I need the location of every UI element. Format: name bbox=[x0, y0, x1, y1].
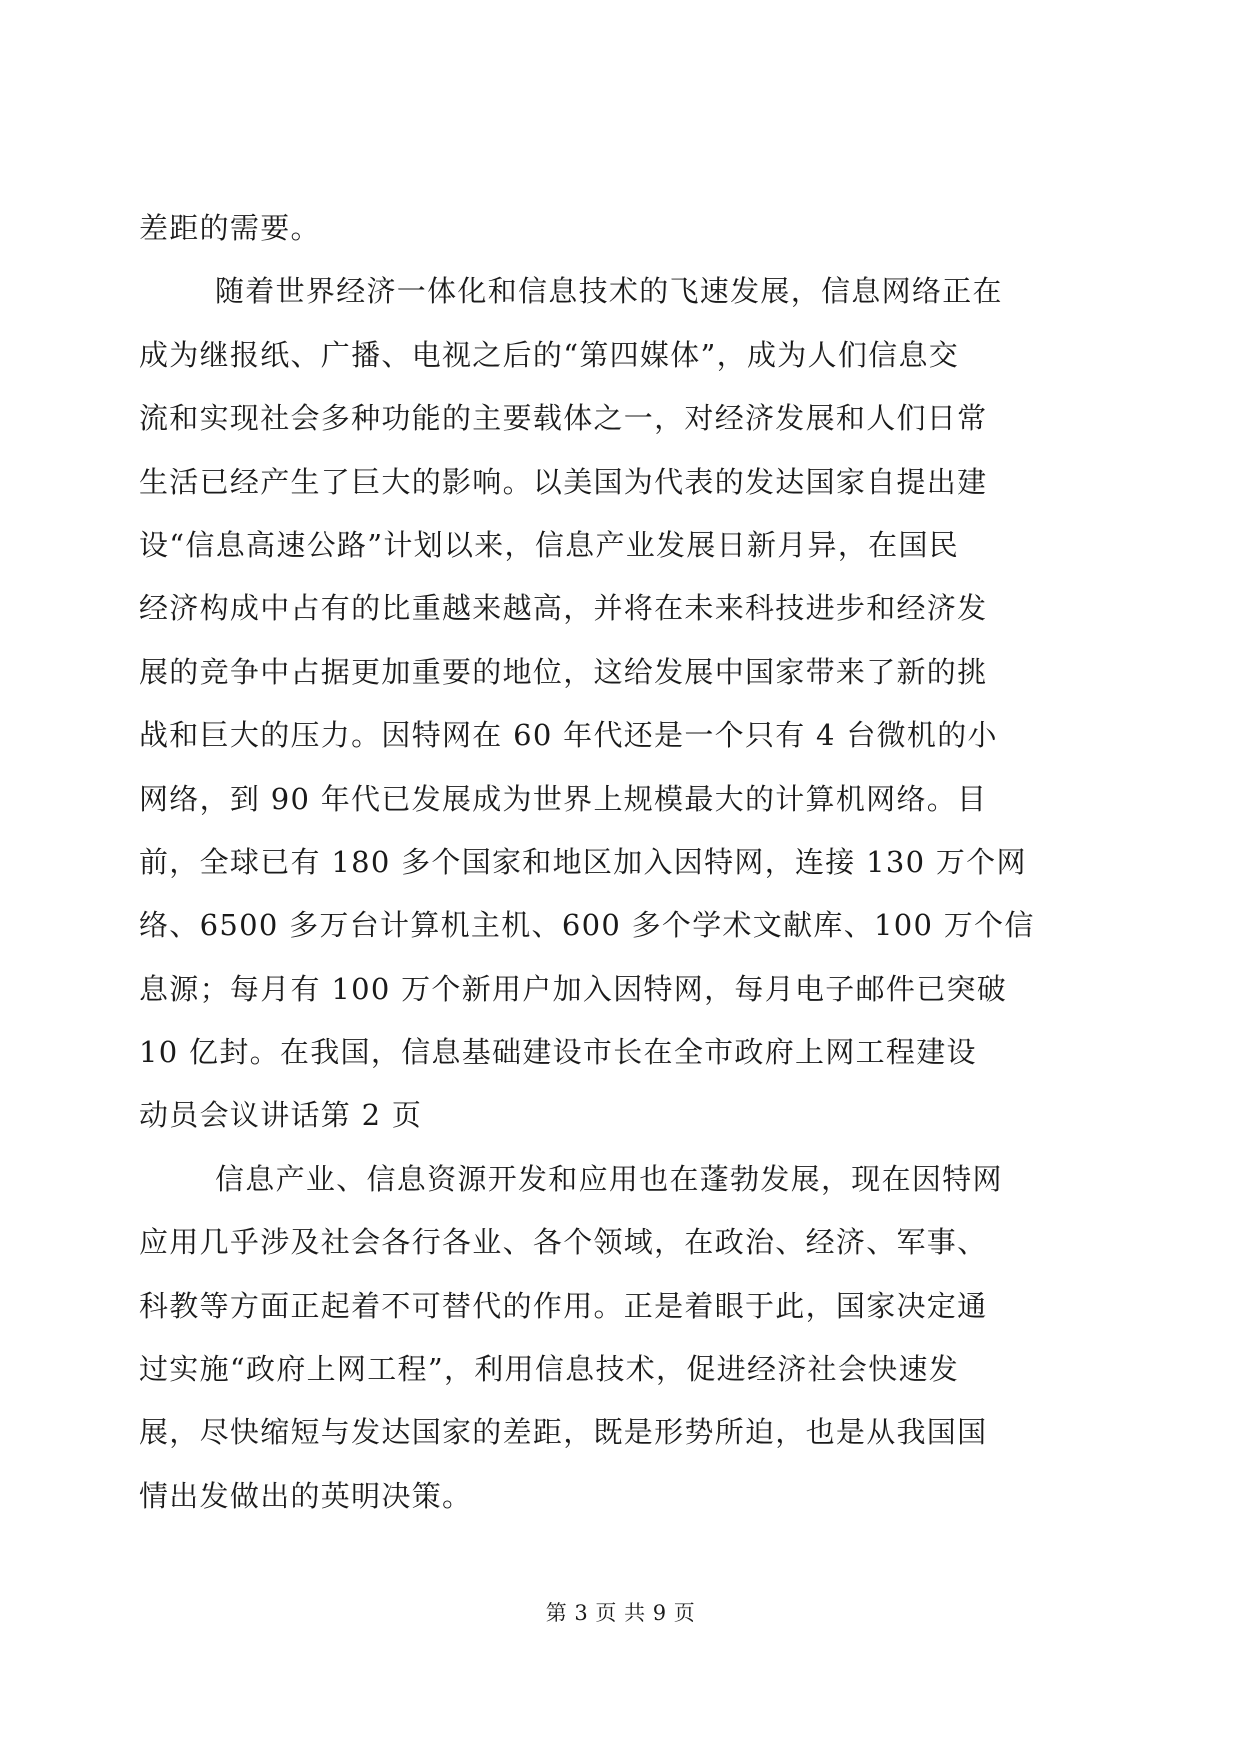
text-line: 网络，到 90 年代已发展成为世界上规模最大的计算机网络。目 bbox=[139, 781, 988, 816]
page-number-label: 第 3 页 共 9 页 bbox=[545, 1601, 696, 1625]
text-line: 情出发做出的英明决策。 bbox=[139, 1478, 473, 1513]
text-line: 差距的需要。 bbox=[139, 211, 321, 245]
text-line: 动员会议讲话第 2 页 bbox=[139, 1098, 423, 1133]
text-line: 成为继报纸、广播、电视之后的“第四媒体”，成为人们信息交 bbox=[139, 337, 960, 372]
text-line: 经济构成中占有的比重越来越高，并将在未来科技进步和经济发 bbox=[139, 591, 988, 626]
text-line: 展，尽快缩短与发达国家的差距，既是形势所迫，也是从我国国 bbox=[139, 1415, 988, 1450]
text-line: 应用几乎涉及社会各行各业、各个领域，在政治、经济、军事、 bbox=[139, 1225, 988, 1260]
text-line: 流和实现社会多种功能的主要载体之一，对经济发展和人们日常 bbox=[139, 401, 988, 436]
text-line: 息源；每月有 100 万个新用户加入因特网，每月电子邮件已突破 bbox=[139, 971, 1008, 1006]
page-footer bbox=[0, 1597, 1241, 1627]
text-line: 展的竞争中占据更加重要的地位，这给发展中国家带来了新的挑 bbox=[139, 654, 988, 689]
text-line: 过实施“政府上网工程”，利用信息技术，促进经济社会快速发 bbox=[139, 1352, 960, 1387]
text-line: 战和巨大的压力。因特网在 60 年代还是一个只有 4 台微机的小 bbox=[139, 718, 998, 753]
text-line: 设“信息高速公路”计划以来，信息产业发展日新月异，在国民 bbox=[139, 527, 960, 562]
text-line: 生活已经产生了巨大的影响。以美国为代表的发达国家自提出建 bbox=[139, 464, 988, 499]
paragraph-start-line: 信息产业、信息资源开发和应用也在蓬勃发展，现在因特网 bbox=[215, 1161, 1003, 1196]
text-line: 前，全球已有 180 多个国家和地区加入因特网，连接 130 万个网 bbox=[139, 844, 1027, 879]
text-line: 科教等方面正起着不可替代的作用。正是着眼于此，国家决定通 bbox=[139, 1288, 988, 1323]
text-line: 络、6500 多万台计算机主机、600 多个学术文献库、100 万个信 bbox=[139, 908, 1035, 943]
text-line: 10 亿封。在我国，信息基础建设市长在全市政府上网工程建设 bbox=[139, 1035, 977, 1070]
body-text bbox=[139, 197, 1087, 1528]
paragraph-start-line: 随着世界经济一体化和信息技术的飞速发展，信息网络正在 bbox=[215, 274, 1003, 309]
